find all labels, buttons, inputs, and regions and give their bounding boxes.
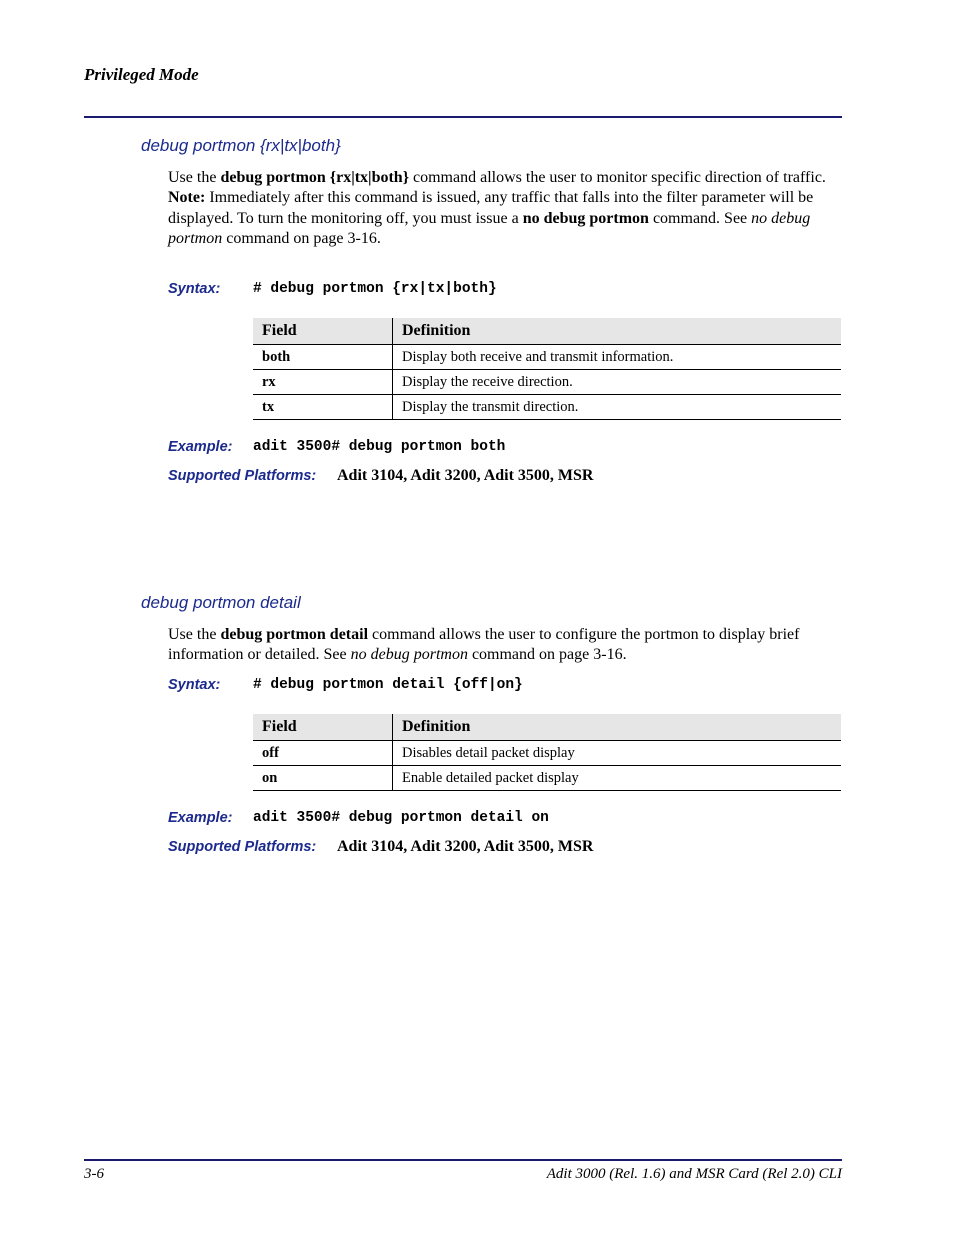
definition-table (253, 714, 841, 791)
table-cell-definition: Display both receive and transmit information. (393, 345, 842, 370)
example-code: adit 3500# debug portmon both (253, 439, 506, 455)
table-header-field: Field (253, 714, 393, 741)
document-title: Adit 3000 (Rel. 1.6) and MSR Card (Rel 2.0) CLI (546, 1166, 842, 1182)
section-description (168, 168, 843, 249)
example-label: Example: (168, 439, 233, 455)
table-cell-definition: Display the transmit direction. (393, 395, 842, 420)
platforms-label: Supported Platforms: (168, 839, 317, 855)
note-text: command on page 3-16. (222, 229, 381, 247)
desc-command: debug portmon detail (220, 626, 369, 643)
syntax-code: # debug portmon {rx|tx|both} (253, 281, 497, 297)
table-cell-definition: Display the receive direction. (393, 370, 842, 395)
note-reference: no debug portmon (168, 209, 811, 247)
desc-text: Use the (168, 626, 221, 643)
table-header-definition: Definition (393, 714, 842, 741)
note-text: Immediately after this command is issued, any traffic that falls into the filter parameter will be displayed. To turn the monitoring off, you must issue a (168, 189, 814, 227)
desc-command: debug portmon {rx|tx|both} (220, 169, 409, 186)
section-description (168, 625, 843, 666)
header-rule (84, 116, 842, 118)
table-header-field: Field (253, 318, 393, 345)
note-label: Note: (168, 189, 206, 207)
example-code: adit 3500# debug portmon detail on (253, 810, 549, 826)
desc-text: command allows the user to configure the portmon to display brief information or detailed. See (168, 626, 800, 664)
table-row (253, 345, 841, 370)
table-cell-field: on (253, 766, 393, 791)
desc-reference: no debug portmon (350, 646, 468, 664)
table-row (253, 741, 841, 766)
syntax-code: # debug portmon detail {off|on} (253, 677, 523, 693)
note-command: no debug portmon (522, 209, 649, 227)
note-text: command. See (648, 209, 752, 227)
table-row (253, 395, 841, 420)
page-number: 3-6 (84, 1166, 104, 1182)
syntax-label: Syntax: (168, 281, 221, 297)
platforms-value: Adit 3104, Adit 3200, Adit 3500, MSR (337, 838, 594, 855)
desc-text: Use the (168, 169, 221, 186)
platforms-value: Adit 3104, Adit 3200, Adit 3500, MSR (337, 467, 594, 484)
desc-text: command on page 3-16. (467, 646, 627, 664)
table-cell-field: off (253, 741, 393, 766)
table-cell-field: tx (253, 395, 393, 420)
running-header: Privileged Mode (84, 65, 199, 84)
desc-text: command allows the user to monitor specific direction of traffic. (409, 169, 826, 186)
platforms-label: Supported Platforms: (168, 468, 317, 484)
definition-table (253, 318, 841, 420)
table-row (253, 370, 841, 395)
section-title-portmon-detail: debug portmon detail (141, 593, 301, 612)
footer-rule (84, 1159, 842, 1161)
table-cell-field: both (253, 345, 393, 370)
table-header-row (253, 714, 841, 741)
table-header-row (253, 318, 841, 345)
table-cell-field: rx (253, 370, 393, 395)
syntax-label: Syntax: (168, 677, 221, 693)
table-row (253, 766, 841, 791)
table-cell-definition: Disables detail packet display (393, 741, 842, 766)
table-header-definition: Definition (393, 318, 842, 345)
section-title-portmon-direction: debug portmon {rx|tx|both} (141, 136, 341, 155)
example-label: Example: (168, 810, 233, 826)
table-cell-definition: Enable detailed packet display (393, 766, 842, 791)
